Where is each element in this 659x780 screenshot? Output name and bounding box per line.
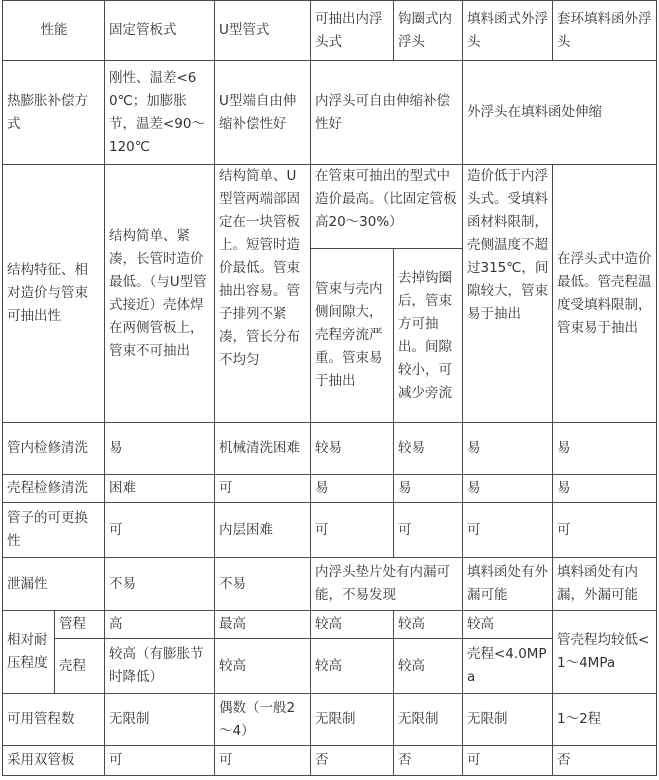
sub-label-tube-side: 管程	[55, 611, 105, 639]
cell-packed-floating-head: 较高	[463, 611, 553, 639]
row-tube-passes	[3, 694, 657, 746]
row-label: 可用管程数	[3, 694, 105, 746]
cell-u-tube: 可	[215, 475, 311, 503]
header-cell-packed-floating-head: 填料函式外浮头	[463, 1, 553, 61]
cell-packed-floating-head: 可	[463, 503, 553, 558]
row-label: 壳程检修清洗	[3, 475, 105, 503]
header-cell-fixed-tubesheet: 固定管板式	[105, 1, 215, 61]
cell-removable-floating-head: 易	[311, 475, 394, 503]
cell-packed-floating-head: 壳程<4.0MPa	[463, 639, 553, 694]
header-cell-property: 性能	[3, 1, 105, 61]
header-cell-removable-floating-head: 可抽出内浮头式	[311, 1, 394, 61]
sub-label-shell-side: 壳程	[55, 639, 105, 694]
row-pressure-tube-side	[3, 611, 657, 639]
cell-u-tube: 结构简单、U型管两端部固定在一块管板上。短管时造价最低。管束抽出容易。管子排列不紧凑，管长分布不均匀	[215, 165, 311, 423]
cell-packed-floating-head: 易	[463, 423, 553, 475]
cell-inner-floating-head: 内浮头垫片处有内漏可能，不易发现	[311, 558, 463, 611]
row-thermal-expansion	[3, 61, 657, 165]
row-shell-side-cleaning	[3, 475, 657, 503]
header-cell-u-tube: U型管式	[215, 1, 311, 61]
row-label: 管子的可更换性	[3, 503, 105, 558]
header-row	[3, 1, 657, 61]
cell-inner-floating-head: 内浮头可自由伸缩补偿性好	[311, 61, 463, 165]
cell-packed-floating-head: 造价低于内浮头式。受填料函材料限制，壳侧温度不超过315℃，间隙较大，管束易于抽出	[463, 165, 553, 423]
cell-hook-ring-floating-head: 较高	[394, 611, 463, 639]
cell-removable-floating-head: 否	[311, 746, 394, 776]
cell-packed-floating-head: 无限制	[463, 694, 553, 746]
cell-packed-floating-head: 填料函处有外漏可能	[463, 558, 553, 611]
cell-fixed-tubesheet: 刚性、温差<60℃；加膨胀节，温差<90～120℃	[105, 61, 215, 165]
cell-removable-floating-head: 较易	[311, 423, 394, 475]
header-cell-hook-ring-floating-head: 钩圈式内浮头	[394, 1, 463, 61]
cell-ring-packed-floating-head: 填料函处有内漏，外漏可能	[553, 558, 657, 611]
row-label: 泄漏性	[3, 558, 105, 611]
row-label: 热膨胀补偿方式	[3, 61, 105, 165]
cell-u-tube: 可	[215, 746, 311, 776]
cell-packed-floating-head: 可	[463, 746, 553, 776]
row-label: 管内检修清洗	[3, 423, 105, 475]
cell-hook-ring-floating-head: 去掉钩圈后，管束方可抽出。间隙较小，可减少旁流	[394, 249, 463, 423]
header-cell-ring-packed-floating-head: 套环填料函外浮头	[553, 1, 657, 61]
cell-removable-floating-head: 可	[311, 503, 394, 558]
cell-fixed-tubesheet: 可	[105, 503, 215, 558]
row-label: 采用双管板	[3, 746, 105, 776]
cell-u-tube: 内层困难	[215, 503, 311, 558]
cell-fixed-tubesheet: 无限制	[105, 694, 215, 746]
cell-removable-floating-head: 管束与壳内侧间隙大，壳程旁流严重。管束易于抽出	[311, 249, 394, 423]
cell-hook-ring-floating-head: 易	[394, 475, 463, 503]
cell-hook-ring-floating-head: 无限制	[394, 694, 463, 746]
cell-fixed-tubesheet: 较高（有膨胀节时降低）	[105, 639, 215, 694]
row-leakage	[3, 558, 657, 611]
cell-fixed-tubesheet: 高	[105, 611, 215, 639]
cell-fixed-tubesheet: 困难	[105, 475, 215, 503]
cell-outer-floating-head: 外浮头在填料函处伸缩	[463, 61, 657, 165]
cell-u-tube: 最高	[215, 611, 311, 639]
cell-fixed-tubesheet: 不易	[105, 558, 215, 611]
cell-hook-ring-floating-head: 可	[394, 503, 463, 558]
cell-hook-ring-floating-head: 较高	[394, 639, 463, 694]
row-tube-replaceability	[3, 503, 657, 558]
row-tube-side-cleaning	[3, 423, 657, 475]
cell-hook-ring-floating-head: 较易	[394, 423, 463, 475]
cell-ring-packed-floating-head: 1～2程	[553, 694, 657, 746]
cell-removable-floating-head: 较高	[311, 639, 394, 694]
cell-hook-ring-floating-head: 否	[394, 746, 463, 776]
cell-ring-packed-floating-head: 在浮头式中造价最低。管壳程温度受填料限制，管束易于抽出	[553, 165, 657, 423]
row-double-tubesheet	[3, 746, 657, 776]
cell-fixed-tubesheet: 易	[105, 423, 215, 475]
cell-inner-floating-head: 在管束可抽出的型式中造价最高。（比固定管板高20～30%）	[311, 165, 463, 249]
row-label: 结构特征、相对造价与管束可抽出性	[3, 165, 105, 423]
cell-u-tube: 机械清洗困难	[215, 423, 311, 475]
row-label: 相对耐压程度	[3, 611, 55, 694]
row-structure	[3, 165, 657, 249]
cell-ring-packed-floating-head: 否	[553, 746, 657, 776]
cell-ring-packed-floating-head: 易	[553, 423, 657, 475]
cell-u-tube: 偶数（一般2～4）	[215, 694, 311, 746]
cell-packed-floating-head: 易	[463, 475, 553, 503]
cell-ring-packed-floating-head: 管壳程均较低<1～4MPa	[553, 611, 657, 694]
cell-u-tube: 较高	[215, 639, 311, 694]
cell-fixed-tubesheet: 结构简单、紧凑，长管时造价最低。（与U型管式接近）壳体焊在两侧管板上，管束不可抽出	[105, 165, 215, 423]
cell-u-tube: U型端自由伸缩补偿性好	[215, 61, 311, 165]
cell-ring-packed-floating-head: 可	[553, 503, 657, 558]
cell-fixed-tubesheet: 可	[105, 746, 215, 776]
heat-exchanger-comparison-table	[2, 0, 657, 776]
cell-removable-floating-head: 无限制	[311, 694, 394, 746]
cell-removable-floating-head: 较高	[311, 611, 394, 639]
cell-ring-packed-floating-head: 易	[553, 475, 657, 503]
cell-u-tube: 不易	[215, 558, 311, 611]
